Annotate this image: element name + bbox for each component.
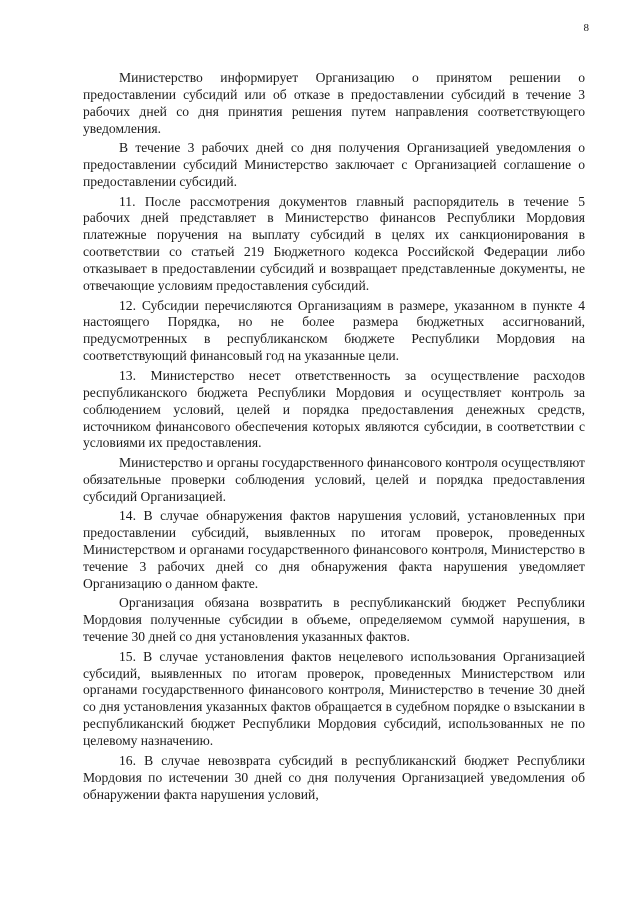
document-body — [83, 70, 585, 806]
paragraph-13: 13. Министерство несет ответственность за осуществление расходов республиканского бюджета Республики Мордовия и осуществляет контроль за соблюдением условий, целей и порядка предоставления денежных средств, источником финансового обеспечения которых являются субсидии, в соответствии с условиями их предоставления. — [83, 367, 585, 451]
paragraph-12: 12. Субсидии перечисляются Организациям в размере, указанном в пункте 4 настоящего Порядка, но не более размера бюджетных ассигнований, предусмотренных в республиканском бюджете Республики Мордовия на соответствующий финансовый год на указанные цели. — [83, 297, 585, 364]
page-number: 8 — [583, 22, 589, 34]
paragraph-15: 15. В случае установления фактов нецелевого использования Организацией субсидий, выявленных по итогам проверок, проведенных Министерством или органами государственного финансового контроля, Министерство в течение 30 дней со дня установления указанных фактов обращается в судебном порядке о взыскании в республиканский бюджет Республики Мордовия субсидий, использованных не по целевому назначению. — [83, 648, 585, 749]
paragraph-14-refund: Организация обязана возвратить в республиканский бюджет Республики Мордовия полученные субсидии в объеме, определяемом суммой нарушения, в течение 30 дней со дня установления указанных фактов. — [83, 595, 585, 645]
paragraph-13-checks: Министерство и органы государственного финансового контроля осуществляют обязательные проверки соблюдения условий, целей и порядка предоставления субсидий Организацией. — [83, 454, 585, 504]
paragraph-decision-notice: Министерство информирует Организацию о принятом решении о предоставлении субсидий или об отказе в предоставлении субсидий в течение 3 рабочих дней со дня принятия решения путем направления соответствующего уведомления. — [83, 70, 585, 136]
paragraph-agreement: В течение 3 рабочих дней со дня получения Организацией уведомления о предоставлении субсидий Министерство заключает с Организацией соглашение о предоставлении субсидий. — [83, 140, 585, 190]
paragraph-16: 16. В случае невозврата субсидий в республиканский бюджет Республики Мордовия по истечении 30 дней со дня получения Организацией уведомления об обнаружении факта нарушения условий, — [83, 752, 585, 802]
paragraph-14: 14. В случае обнаружения фактов нарушения условий, установленных при предоставлении субсидий, выявленных по итогам проверок, проведенных Министерством и органами государственного финансового контроля, Министерство в течение 3 рабочих дней со дня обнаружения факта нарушения уведомляет Организацию о данном факте. — [83, 508, 585, 591]
paragraph-11: 11. После рассмотрения документов главный распорядитель в течение 5 рабочих дней представляет в Министерство финансов Республики Мордовия платежные поручения на выплату субсидий в целях их санкционирования в соответствии со статьей 219 Бюджетного кодекса Российской Федерации либо отказывает в предоставлении субсидий и возвращает представленные документы, не отвечающие условиям предоставления субсидий. — [83, 193, 585, 294]
